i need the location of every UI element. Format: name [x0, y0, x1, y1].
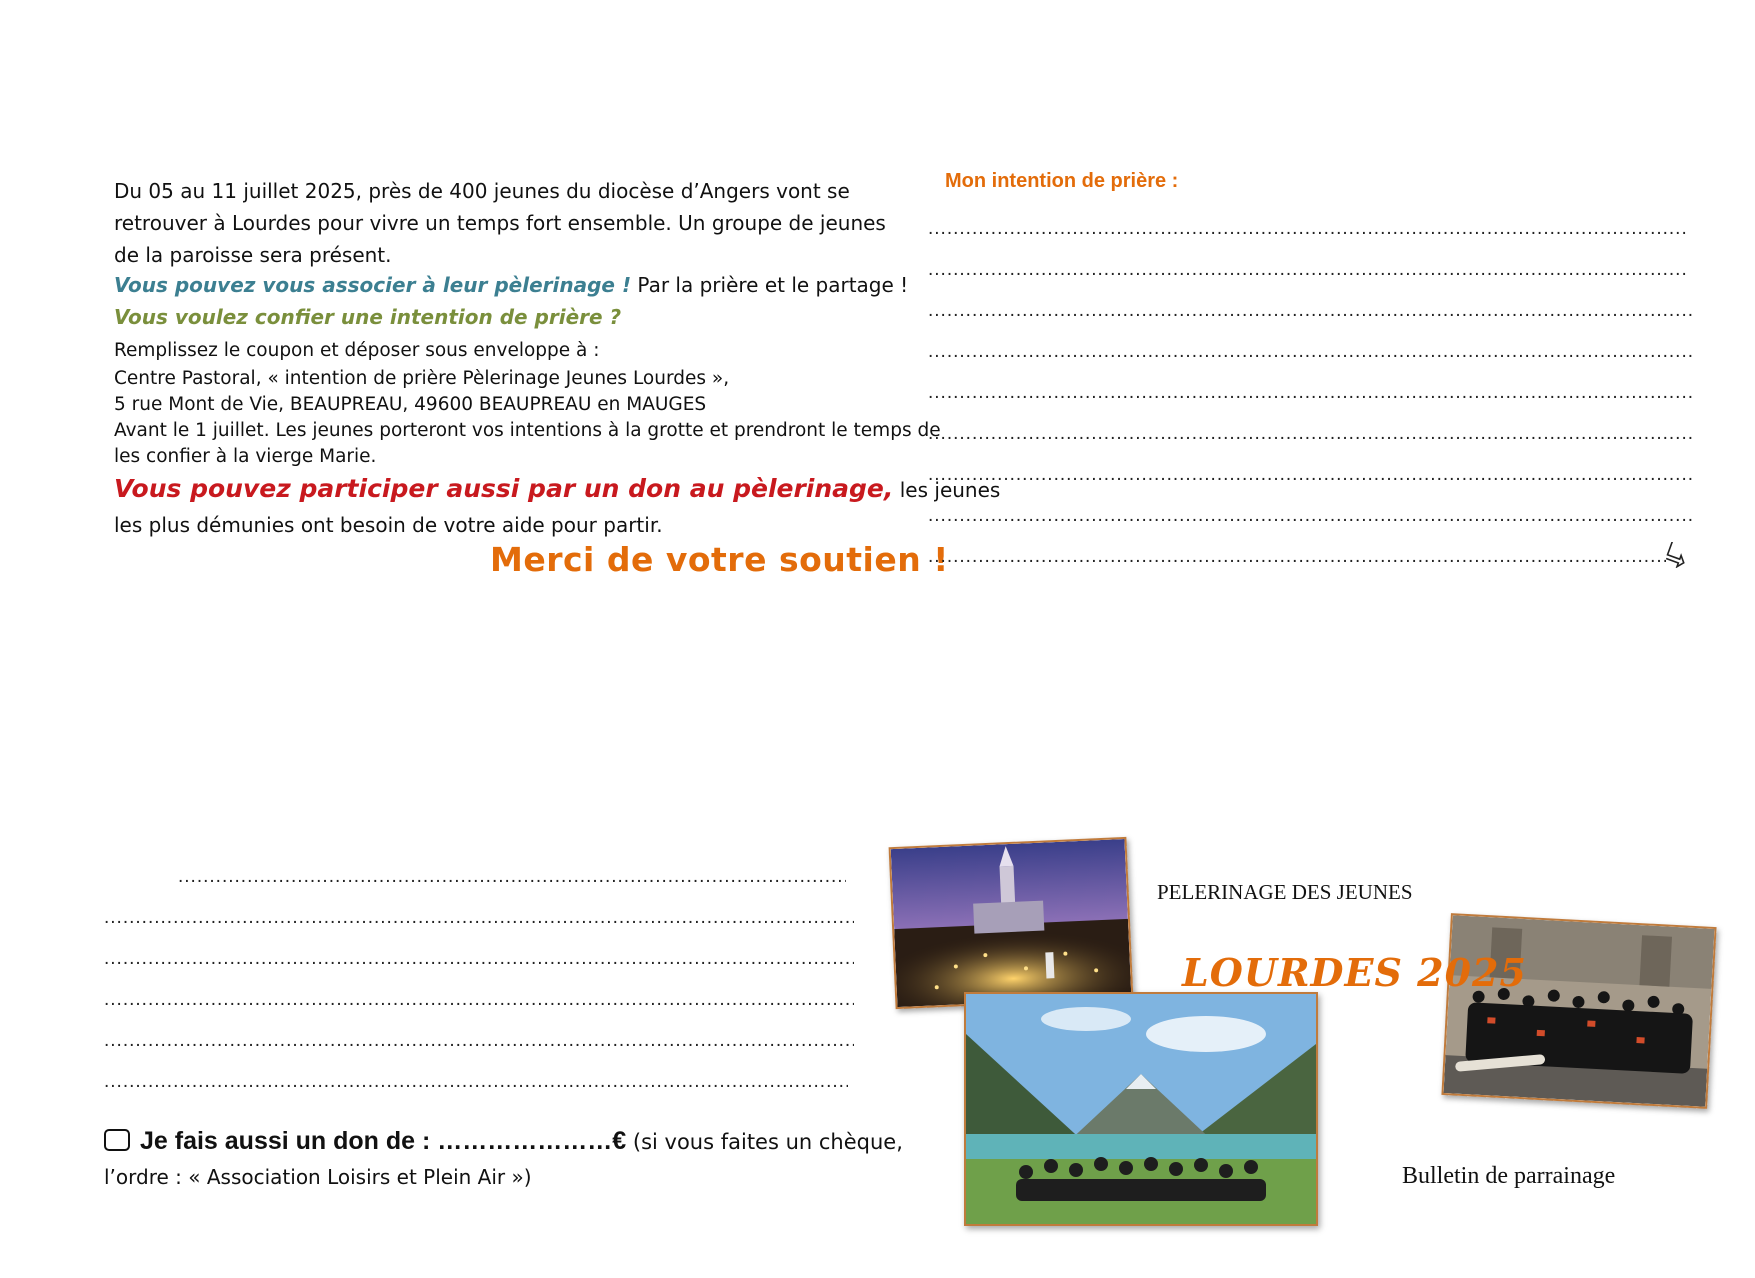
intention-line[interactable]: [928, 218, 1688, 240]
coupon-line[interactable]: [104, 907, 854, 929]
intro-paragraph: [114, 175, 894, 271]
deadline-line-2: les confier à la vierge Marie.: [114, 446, 377, 467]
group-image: [1444, 915, 1715, 1106]
merci-heading: Merci de votre soutien !: [490, 540, 949, 579]
intention-line[interactable]: [928, 341, 1694, 363]
don-label: Je fais aussi un don de : …………………€: [140, 1127, 627, 1155]
don-checkbox-row: [104, 1127, 903, 1156]
don-emphasis: Vous pouvez participer aussi par un don au pèlerinage,: [114, 474, 894, 503]
intro-text: Du 05 au 11 juillet 2025, près de 400 jeunes du diocèse d’Angers vont se retrouver à Lourdes pour vivre un temps fort ensemble. Un groupe de jeunes de la paroisse sera présent.: [114, 179, 886, 267]
address-line-2: 5 rue Mont de Vie, BEAUPREAU, 49600 BEAUPREAU en MAUGES: [114, 394, 707, 415]
return-arrow-icon: [1665, 542, 1689, 568]
mountain-group-photo: [964, 992, 1318, 1226]
don-paren: (si vous faites un chèque,: [626, 1130, 903, 1154]
intention-line[interactable]: [928, 464, 1694, 486]
pelerinage-heading: PELERINAGE DES JEUNES: [1157, 880, 1413, 904]
intention-line[interactable]: [928, 300, 1694, 322]
checkbox-icon[interactable]: [104, 1129, 130, 1151]
bulletin-caption: Bulletin de parrainage: [1402, 1163, 1616, 1189]
deadline-line-1: Avant le 1 juillet. Les jeunes porteront vos intentions à la grotte et prendront le temps de: [114, 420, 941, 441]
intention-title: Mon intention de prière :: [945, 170, 1179, 192]
intention-line[interactable]: [928, 423, 1694, 445]
coupon-line[interactable]: [104, 1030, 854, 1052]
basilica-image: [891, 839, 1132, 1007]
intention-line[interactable]: [928, 259, 1688, 281]
coupon-line[interactable]: [104, 948, 854, 970]
associate-emphasis: Vous pouvez vous associer à leur pèlerinage !: [114, 273, 632, 297]
confide-question: Vous voulez confier une intention de prière ?: [114, 305, 622, 329]
don-rest-2: les plus démunies ont besoin de votre aide pour partir.: [114, 513, 663, 537]
associate-line: [114, 273, 908, 297]
associate-rest: Par la prière et le partage !: [631, 273, 909, 297]
address-line-1: Centre Pastoral, « intention de prière Pèlerinage Jeunes Lourdes »,: [114, 368, 730, 389]
coupon-line[interactable]: [104, 989, 854, 1011]
intention-line[interactable]: [928, 505, 1694, 527]
coupon-line[interactable]: [104, 1071, 848, 1093]
don-line: [114, 474, 1000, 503]
intention-line[interactable]: [928, 546, 1666, 568]
intention-line[interactable]: [928, 382, 1694, 404]
mountain-image: [966, 994, 1316, 1224]
don-rest: les jeunes: [893, 478, 1001, 502]
coupon-line[interactable]: [178, 866, 846, 888]
lourdes-title: LOURDES 2025: [1182, 950, 1527, 995]
ordre-text: l’ordre : « Association Loisirs et Plein Air »): [104, 1165, 532, 1189]
instructions-text: Remplissez le coupon et déposer sous enveloppe à :: [114, 340, 600, 361]
group-basilica-photo: [1441, 913, 1716, 1109]
basilica-photo: [889, 837, 1134, 1009]
